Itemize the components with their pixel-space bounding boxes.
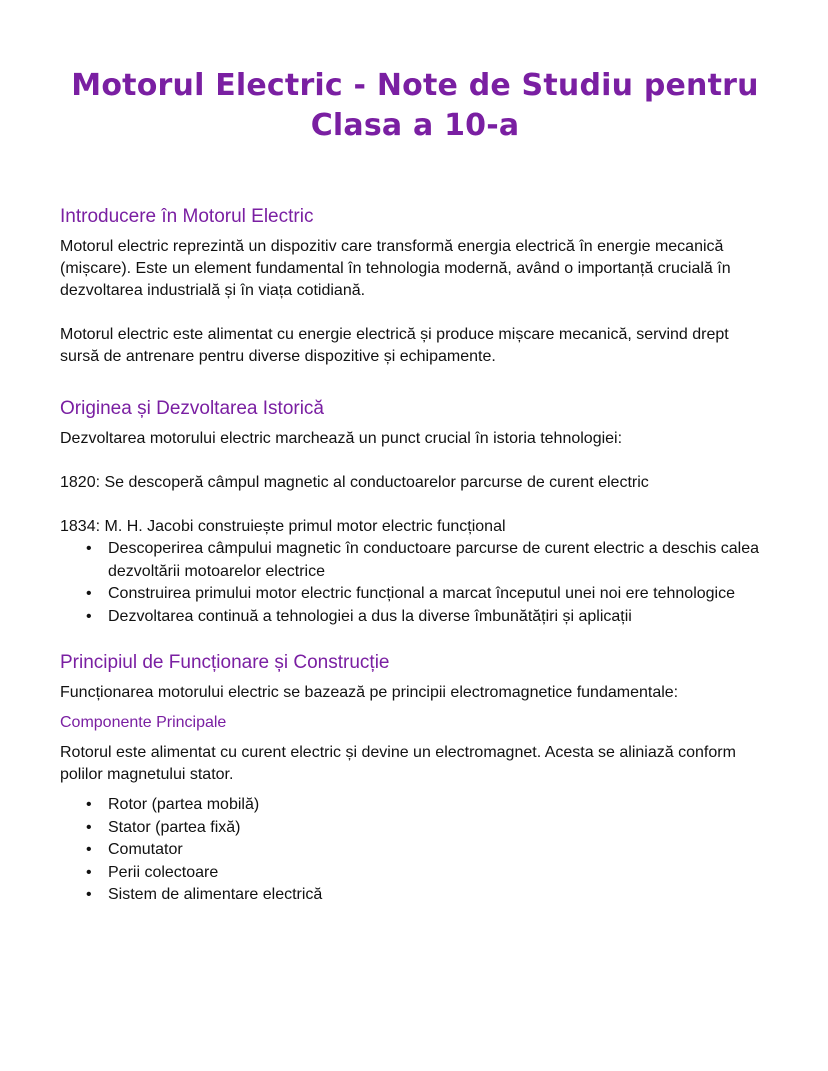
document-title: Motorul Electric - Note de Studiu pentru Clasa a 10-a [71,68,759,143]
list-item: • Descoperirea câmpului magnetic în conductoare parcurse de curent electric a deschis calea dezvoltării motoarelor electrice [108,538,770,583]
timeline-entry: 1820: Se descoperă câmpul magnetic al conductoarelor parcurse de curent electric [60,474,649,491]
list-item: • Comutator [108,839,770,862]
components-list [60,794,770,907]
list-item: • Perii colectoare [108,862,770,885]
paragraph: Motorul electric este alimentat cu energie electrică și produce mișcare mecanică, servind drept sursă de antrenare pentru diverse dispozitive și echipamente. [60,326,729,365]
section-principle [60,650,770,907]
list-item: • Stator (partea fixă) [108,817,770,840]
subsection-heading: Componente Principale [60,714,227,731]
section-heading: Principiul de Funcționare și Construcție [60,652,390,673]
list-item: • Dezvoltarea continuă a tehnologiei a dus la diverse îmbunătățiri și aplicații [108,606,770,629]
paragraph: Dezvoltarea motorului electric marchează un punct crucial în istoria tehnologiei: [60,430,623,447]
section-heading: Originea și Dezvoltarea Istorică [60,398,324,419]
section-introduction [60,204,770,368]
section-history [60,396,770,628]
paragraph: Rotorul este alimentat cu curent electric și devine un electromagnet. Acesta se aliniază conform polilor magnetului stator. [60,744,736,783]
paragraph: Funcționarea motorului electric se bazează pe principii electromagnetice fundamentale: [60,684,679,701]
paragraph: Motorul electric reprezintă un dispozitiv care transformă energia electrică în energie mecanică (mișcare). Este un element fundamental în tehnologia modernă, având o importanță crucială în dezvoltarea industrială și în viața cotidiană. [60,238,731,299]
section-heading: Introducere în Motorul Electric [60,206,314,227]
list-item: • Rotor (partea mobilă) [108,794,770,817]
list-item: • Sistem de alimentare electrică [108,884,770,907]
list-item: • Construirea primului motor electric funcțional a marcat începutul unei noi ere tehnologice [108,583,770,606]
bullet-list [60,538,770,628]
timeline-entry: 1834: M. H. Jacobi construiește primul motor electric funcțional [60,518,506,535]
